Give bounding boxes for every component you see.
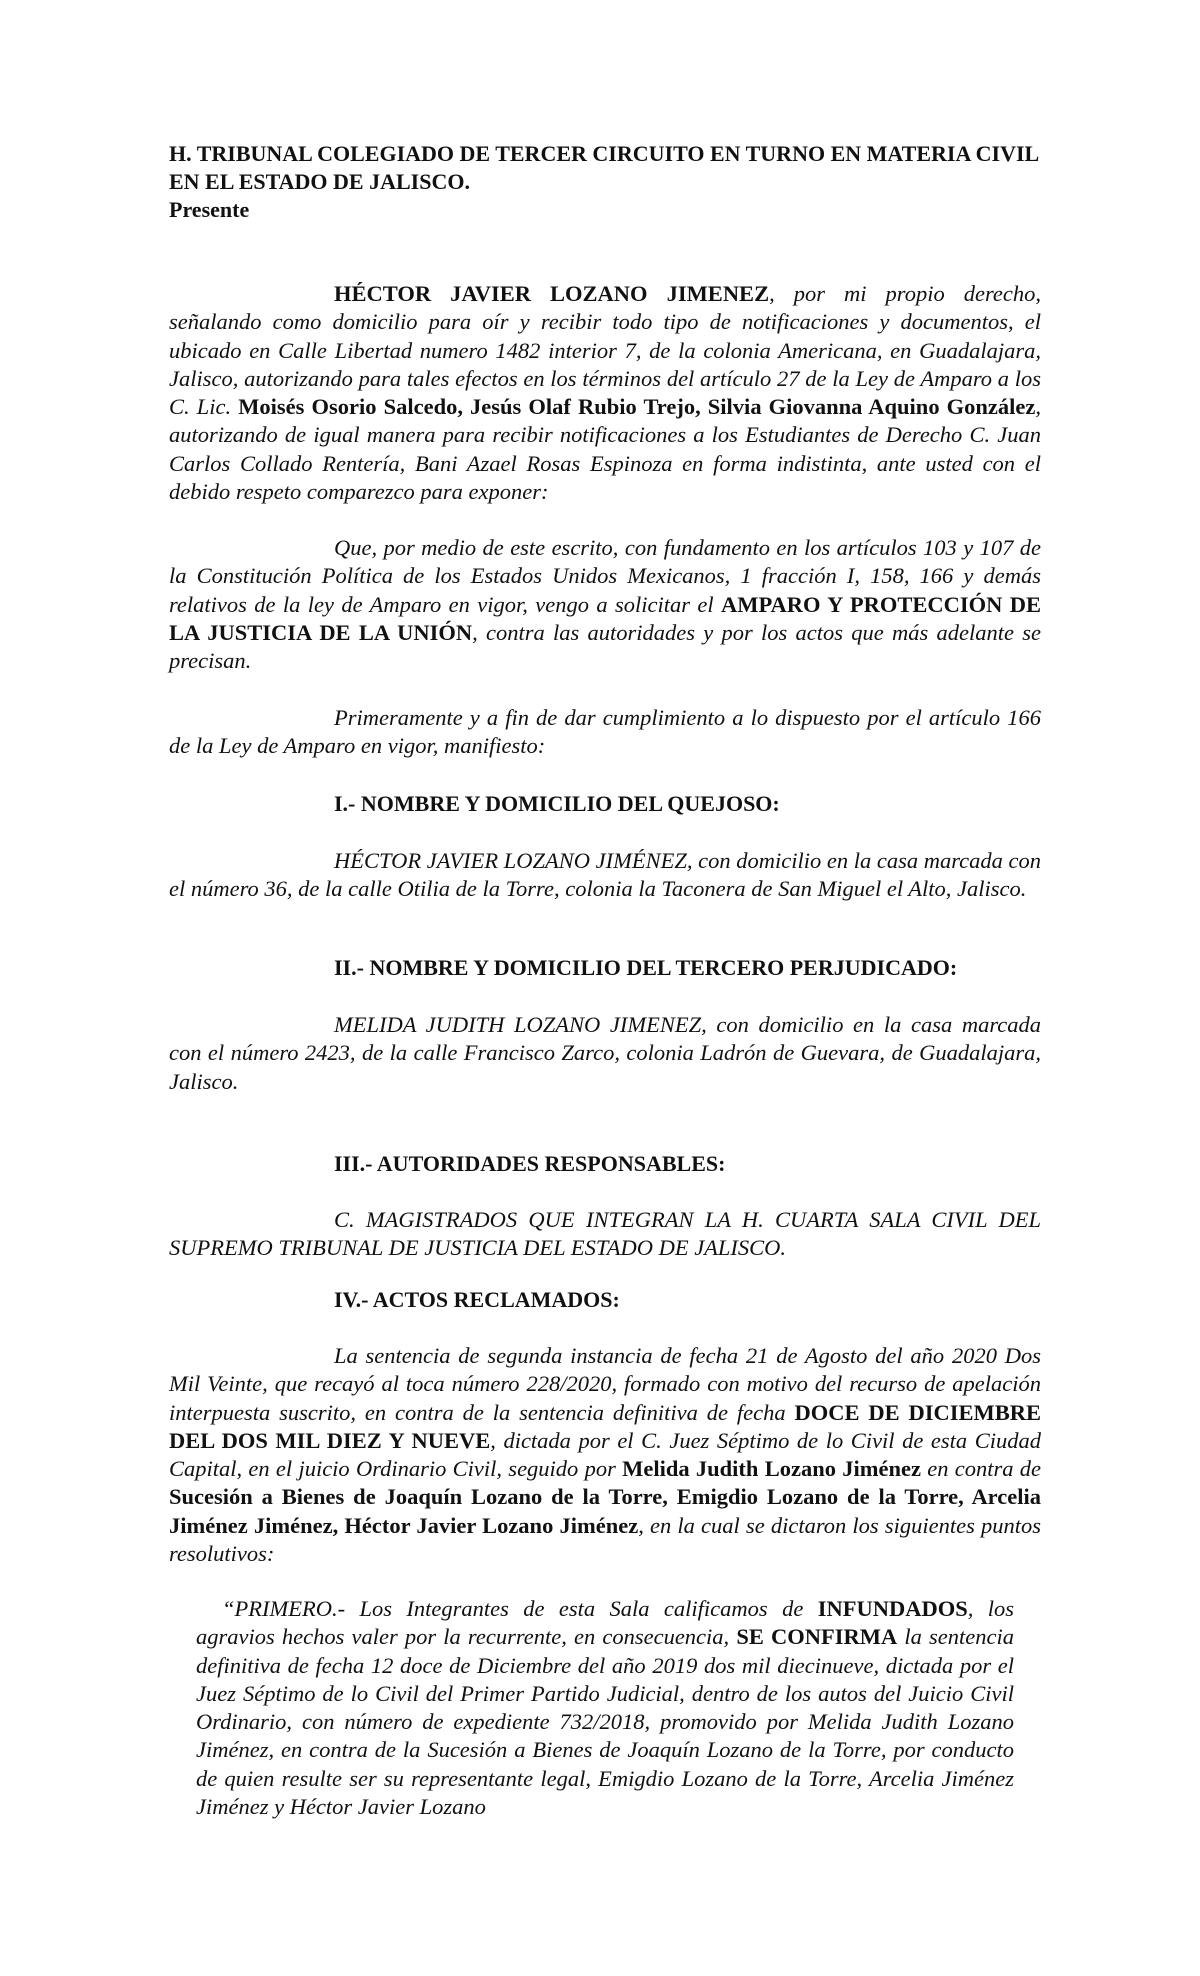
court-header-line3: Presente xyxy=(169,197,250,222)
section-3-title: III.- AUTORIDADES RESPONSABLES: xyxy=(334,1151,726,1176)
intro-paragraph: HÉCTOR JAVIER LOZANO JIMENEZ, por mi propio derecho, señalando como domicilio para oír y recibir todo tipo de notificaciones y documentos, el ubicado en Calle Libertad numero 1482 interior 7, de la colonia Americana, en Guadalajara, Jalisco, autorizando para tales efectos en los términos del artículo 27 de la Ley de Amparo a los C. Lic. Moisés Osorio Salcedo, Jesús Olaf Rubio Trejo, Silvia Giovanna Aquino González, autorizando de igual manera para recibir notificaciones a los Estudiantes de Derecho C. Juan Carlos Collado Rentería, Bani Azael Rosas Espinoza en forma indistinta, ante usted con el debido respeto comparezco para exponer: xyxy=(169,281,1041,505)
court-header-line1: H. TRIBUNAL COLEGIADO DE TERCER CIRCUITO EN TURNO EN MATERIA CIVIL xyxy=(169,141,1040,166)
amparo-request: AMPARO Y PROTECCIÓN DE LA JUSTICIA DE LA UNIÓN xyxy=(169,591,1042,645)
section-1-title: I.- NOMBRE Y DOMICILIO DEL QUEJOSO: xyxy=(334,791,780,816)
request-paragraph: Que, por medio de este escrito, con fundamento en los artículos 103 y 107 de la Constitución Política de los Estados Unidos Mexicanos, 1 fracción I, 158, 166 y demás relativos de la ley de Amparo en vigor, vengo a solicitar el AMPARO Y PROTECCIÓN DE LA JUSTICIA DE LA UNIÓN, contra las autoridades y por los actos que más adelante se precisan. xyxy=(169,535,1042,674)
resolution-quote: “PRIMERO.- Los Integrantes de esta Sala calificamos de INFUNDADOS, los agravios hechos valer por la recurrente, en consecuencia, SE CONFIRMA la sentencia definitiva de fecha 12 doce de Diciembre del año 2019 dos mil diecinueve, dictada por el Juez Séptimo de lo Civil del Primer Partido Judicial, dentro de los autos del Juicio Civil Ordinario, con número de expediente 732/2018, promovido por Melida Judith Lozano Jiménez, en contra de la Sucesión a Bienes de Joaquín Lozano de la Torre, por conducto de quien resulte ser su representante legal, Emigdio Lozano de la Torre, Arcelia Jiménez Jiménez y Héctor Javier Lozano xyxy=(196,1596,1014,1820)
court-header-line2: EN EL ESTADO DE JALISCO. xyxy=(169,169,470,194)
section-4-title: IV.- ACTOS RECLAMADOS: xyxy=(334,1287,620,1312)
authorized-lawyers: Moisés Osorio Salcedo, Jesús Olaf Rubio Trejo, Silvia Giovanna Aquino González xyxy=(238,394,1036,420)
section-3-paragraph: C. MAGISTRADOS QUE INTEGRAN LA H. CUARTA SALA CIVIL DEL SUPREMO TRIBUNAL DE JUSTICIA DEL ESTADO DE JALISCO. xyxy=(169,1207,1041,1261)
section-4-paragraph: La sentencia de segunda instancia de fecha 21 de Agosto del año 2020 Dos Mil Veinte, que recayó al toca número 228/2020, formado con motivo del recurso de apelación interpuesta suscrito, en contra de la sentencia definitiva de fecha DOCE DE DICIEMBRE DEL DOS MIL DIEZ Y NUEVE, dictada por el C. Juez Séptimo de lo Civil de esta Ciudad Capital, en el juicio Ordinario Civil, seguido por Melida Judith Lozano Jiménez en contra de Sucesión a Bienes de Joaquín Lozano de la Torre, Emigdio Lozano de la Torre, Arcelia Jiménez Jiménez, Héctor Javier Lozano Jiménez, en la cual se dictaron los siguientes puntos resolutivos: xyxy=(169,1343,1042,1567)
compliance-paragraph: Primeramente y a fin de dar cumplimiento a lo dispuesto por el artículo 166 de la Ley de Amparo en vigor, manifiesto: xyxy=(169,705,1041,759)
section-2-title: II.- NOMBRE Y DOMICILIO DEL TERCERO PERJUDICADO: xyxy=(334,955,958,980)
petitioner-name: HÉCTOR JAVIER LOZANO JIMENEZ xyxy=(334,281,770,306)
section-2-paragraph: MELIDA JUDITH LOZANO JIMENEZ, con domicilio en la casa marcada con el número 2423, de la calle Francisco Zarco, colonia Ladrón de Guevara, de Guadalajara, Jalisco. xyxy=(169,1012,1041,1094)
section-1-paragraph: HÉCTOR JAVIER LOZANO JIMÉNEZ, con domicilio en la casa marcada con el número 36, de la calle Otilia de la Torre, colonia la Taconera de San Miguel el Alto, Jalisco. xyxy=(169,848,1041,902)
court-header xyxy=(169,140,1041,224)
